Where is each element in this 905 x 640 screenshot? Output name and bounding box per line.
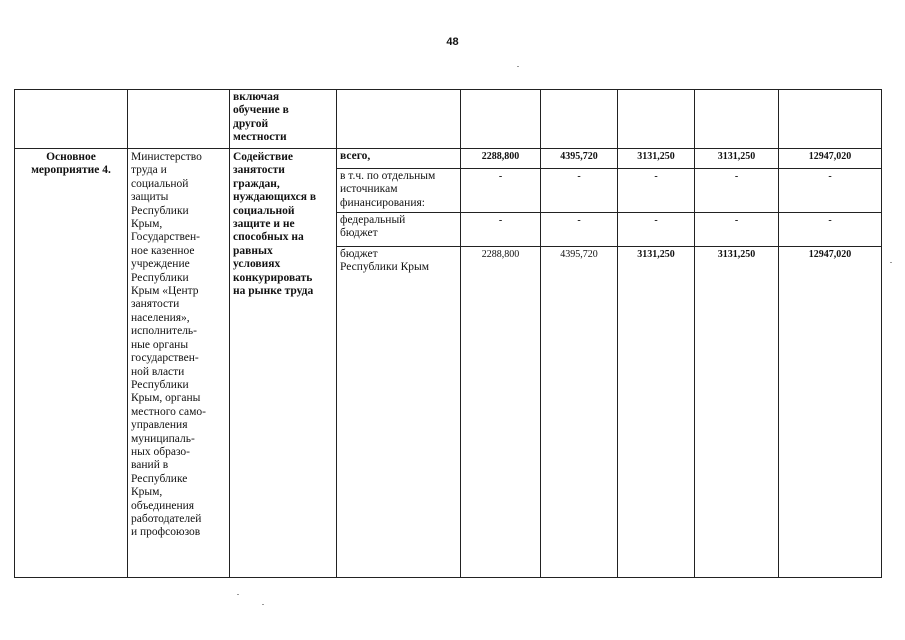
funding-source-cell: всего, (337, 149, 461, 169)
value-cell: 12947,020 (779, 149, 882, 169)
value-cell: - (779, 213, 882, 247)
empty-cell (128, 90, 230, 149)
scan-speck (890, 262, 892, 263)
value-cell: - (461, 169, 541, 213)
value-cell: 12947,020 (779, 247, 882, 578)
value-cell: 4395,720 (541, 247, 618, 578)
value-cell: 2288,800 (461, 247, 541, 578)
empty-cell (541, 90, 618, 149)
value-cell: 4395,720 (541, 149, 618, 169)
value-cell: - (541, 213, 618, 247)
value-cell: - (461, 213, 541, 247)
funding-source-cell: федеральный бюджет (337, 213, 461, 247)
empty-cell (695, 90, 779, 149)
value-cell: - (618, 169, 695, 213)
value-cell: 3131,250 (618, 247, 695, 578)
empty-cell (15, 90, 128, 149)
continued-title-cell: включая обучение в другой местности (230, 90, 337, 149)
empty-cell (337, 90, 461, 149)
value-cell: - (779, 169, 882, 213)
funding-source-cell: бюджет Республики Крым (337, 247, 461, 578)
activity-label-cell: Основное мероприятие 4. (15, 149, 128, 578)
activity-title-cell: Содействие занятости граждан, нуждающихся в социальной защите и не способных на равных условиях конкурировать на рынке труда (230, 149, 337, 578)
funding-row-total (15, 149, 882, 169)
value-cell: 3131,250 (618, 149, 695, 169)
value-cell: - (618, 213, 695, 247)
scan-speck (517, 66, 519, 67)
continuation-row (15, 90, 882, 149)
scan-speck (237, 594, 239, 595)
value-cell: 3131,250 (695, 149, 779, 169)
executors-cell: Министерство труда и социальной защиты Республики Крым, Государствен- ное казенное учреждение Республики Крым «Центр занятости населения», исполнитель- ные органы государствен- ной власти Республики Крым, органы местного само- управления муниципаль- ных образо- ваний в Республике Крым, объединения работодателей и профсоюзов (128, 149, 230, 578)
empty-cell (779, 90, 882, 149)
funding-source-cell: в т.ч. по отдельным источникам финансирования: (337, 169, 461, 213)
value-cell: 3131,250 (695, 247, 779, 578)
value-cell: - (541, 169, 618, 213)
empty-cell (618, 90, 695, 149)
value-cell: - (695, 169, 779, 213)
empty-cell (461, 90, 541, 149)
value-cell: 2288,800 (461, 149, 541, 169)
scan-speck (262, 604, 264, 605)
page-number: 48 (446, 36, 459, 48)
value-cell: - (695, 213, 779, 247)
program-table (14, 89, 882, 578)
